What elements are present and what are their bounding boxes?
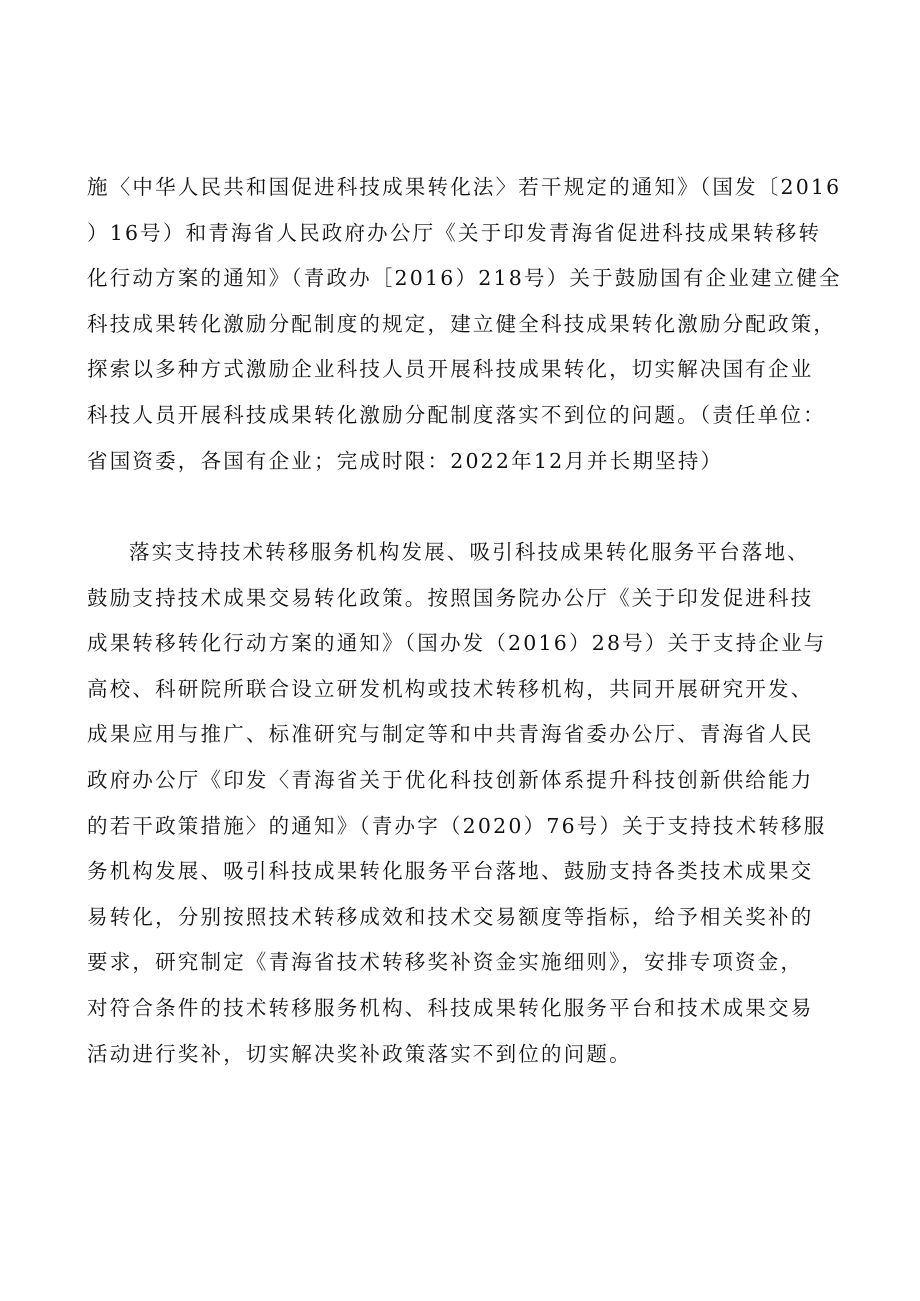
paragraph-line: 化行动方案的通知》（青政办［2016）218号）关于鼓励国有企业建立健全 [87, 266, 842, 291]
paragraph-2 [87, 530, 847, 1077]
paragraph-line: 省国资委，各国有企业；完成时限：2022年12月并长期坚持） [87, 448, 724, 473]
paragraph-line: 鼓励支持技术成果交易转化政策。按照国务院办公厅《关于印发促进科技 [87, 585, 814, 610]
paragraph-line: 科技人员开展科技成果转化激励分配制度落实不到位的问题。（责任单位： [87, 402, 826, 427]
paragraph-line: 易转化，分别按照技术转移成效和技术交易额度等指标，给予相关奖补的 [87, 904, 814, 929]
paragraph-line: 成果应用与推广、标准研究与制定等和中共青海省委办公厅、青海省人民 [87, 722, 814, 747]
paragraph-line: 落实支持技术转移服务机构发展、吸引科技成果转化服务平台落地、 [129, 540, 810, 564]
paragraph-line: 科技成果转化激励分配制度的规定，建立健全科技成果转化激励分配政策， [87, 311, 837, 336]
paragraph-line: 探索以多种方式激励企业科技人员开展科技成果转化，切实解决国有企业 [87, 357, 814, 382]
paragraph-line: 对符合条件的技术转移服务机构、科技成果转化服务平台和技术成果交易 [87, 995, 814, 1020]
paragraph-line: 施〈中华人民共和国促进科技成果转化法〉若干规定的通知》（国发〔2016 [87, 175, 842, 199]
paragraph-line: 高校、科研院所联合设立研发机构或技术转移机构，共同开展研究开发、 [87, 676, 814, 701]
paragraph-line: 政府办公厅《印发〈青海省关于优化科技创新体系提升科技创新供给能力 [87, 767, 814, 792]
paragraph-line: 要求，研究制定《青海省技术转移奖补资金实施细则》，安排专项资金， [87, 950, 804, 975]
paragraph-line: 的若干政策措施〉的通知》（青办字（2020）76号）关于支持技术转移服 [87, 813, 827, 838]
paragraph-line: 成果转移转化行动方案的通知》（国办发（2016）28号）关于支持企业与 [87, 631, 827, 656]
paragraph-1 [87, 165, 847, 484]
paragraph-line: 务机构发展、吸引科技成果转化服务平台落地、鼓励支持各类技术成果交 [87, 859, 814, 884]
paragraph-line: 活动进行奖补，切实解决奖补政策落实不到位的问题。 [87, 1041, 632, 1066]
paragraph-line: ）16号）和青海省人民政府办公厅《关于印发青海省促进科技成果转移转 [87, 220, 822, 245]
